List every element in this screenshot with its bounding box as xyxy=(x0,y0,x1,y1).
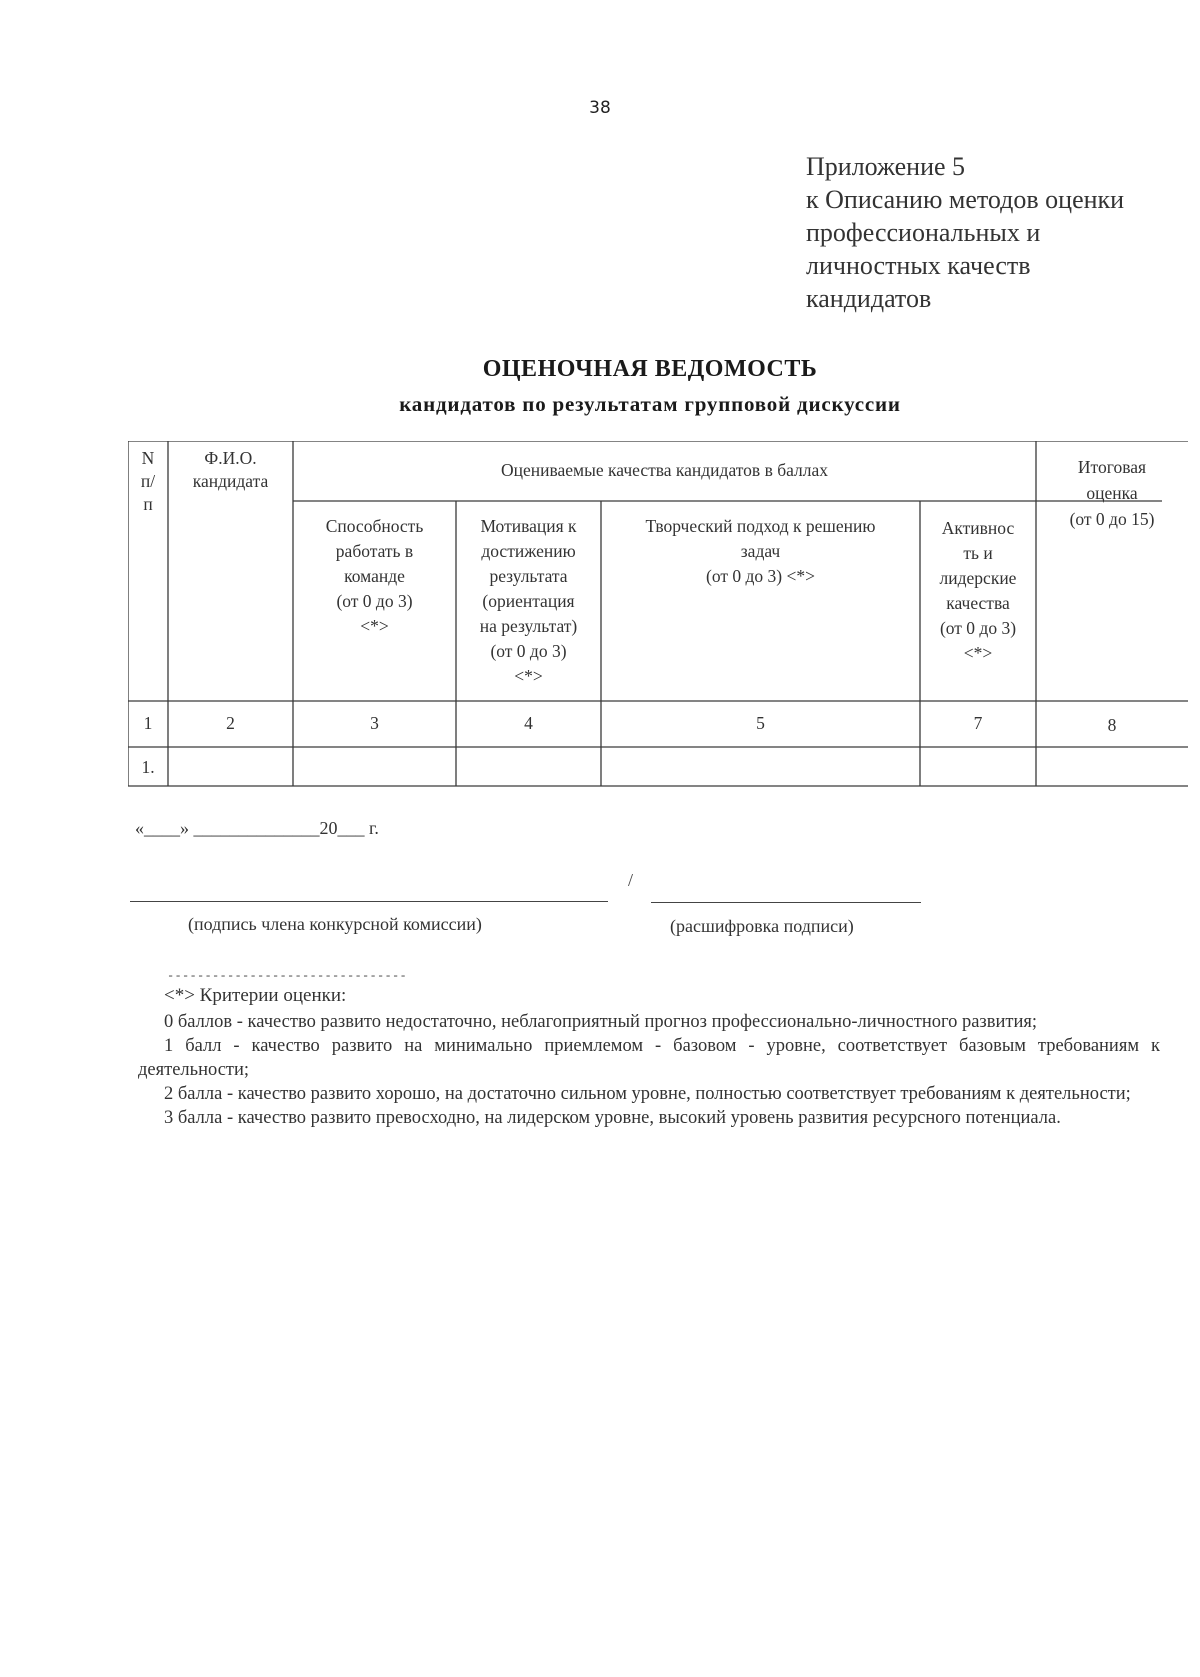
header-teamwork: Способность работать в команде (от 0 до 3) <*> xyxy=(325,516,424,636)
signature-caption: (подпись члена конкурсной комиссии) xyxy=(188,914,482,934)
header-total-score: Итоговая оценка (от 0 до 15) xyxy=(1069,457,1155,529)
header-qualities-group: Оцениваемые качества кандидатов в баллах xyxy=(500,460,829,480)
appendix-line: Приложение 5 xyxy=(806,152,966,181)
criteria-item: 2 балла - качество развито хорошо, на достаточно сильном уровне, полностью соответствует требованиям к деятельности; xyxy=(164,1084,1131,1104)
signature-separator: / xyxy=(628,870,634,890)
appendix-line: к Описанию методов оценки xyxy=(806,185,1125,214)
criteria-item: 1 балл - качество развито на минимально приемлемом - базовом - уровне, соответствует базовым требованиям к деятельности; xyxy=(138,1036,1160,1080)
appendix-note xyxy=(806,150,1124,315)
numbering-cell: 2 xyxy=(226,713,235,733)
table-cell-teamwork[interactable] xyxy=(295,752,454,782)
table-cell-creative[interactable] xyxy=(603,752,918,782)
signature-decode-caption: (расшифровка подписи) xyxy=(670,916,854,936)
page-number: 38 xyxy=(589,98,611,118)
numbering-cell: 3 xyxy=(370,713,379,733)
table-cell-leadership[interactable] xyxy=(922,752,1034,782)
signature-line[interactable] xyxy=(130,901,608,902)
numbering-cell: 5 xyxy=(756,713,765,733)
header-creative-approach: Творческий подход к решению задач (от 0 до 3) <*> xyxy=(645,516,876,586)
table-cell-candidate-name[interactable] xyxy=(170,752,290,782)
document-subtitle: кандидатов по результатам групповой дискуссии xyxy=(399,392,901,416)
header-row-number: N п/ п xyxy=(140,448,156,514)
appendix-line: профессиональных и xyxy=(806,218,1041,247)
table-row-number: 1. xyxy=(141,757,155,777)
numbering-cell: 8 xyxy=(1107,715,1117,735)
criteria-item: 0 баллов - качество развито недостаточно, неблагоприятный прогноз профессионально-личностного развития; xyxy=(164,1012,1038,1032)
numbering-cell: 1 xyxy=(143,713,153,733)
document-title: ОЦЕНОЧНАЯ ВЕДОМОСТЬ xyxy=(482,356,818,382)
numbering-cell: 4 xyxy=(524,713,533,733)
assessment-table xyxy=(128,441,1188,787)
criteria-item: 3 балла - качество развито превосходно, на лидерском уровне, высокий уровень развития ресурсного потенциала. xyxy=(164,1108,1061,1128)
numbering-cell: 7 xyxy=(973,713,983,733)
header-motivation: Мотивация к достижению результата (ориентация на результат) (от 0 до 3) <*> xyxy=(479,516,578,686)
header-candidate-name: Ф.И.О. кандидата xyxy=(192,448,269,491)
table-cell-motivation[interactable] xyxy=(458,752,599,782)
footnote-separator: -------------------------------- xyxy=(167,969,408,983)
signature-decode-line[interactable] xyxy=(651,902,921,903)
criteria-heading: <*> Критерии оценки: xyxy=(164,985,347,1006)
date-field[interactable]: «____» ______________20___ г. xyxy=(135,818,379,838)
appendix-line: личностных качеств xyxy=(806,251,1031,280)
header-leadership: Активнос ть и лидерские качества (от 0 до 3) <*> xyxy=(939,518,1017,663)
appendix-line: кандидатов xyxy=(806,284,932,313)
table-cell-total[interactable] xyxy=(1038,752,1186,782)
criteria-list xyxy=(138,1010,1160,1130)
